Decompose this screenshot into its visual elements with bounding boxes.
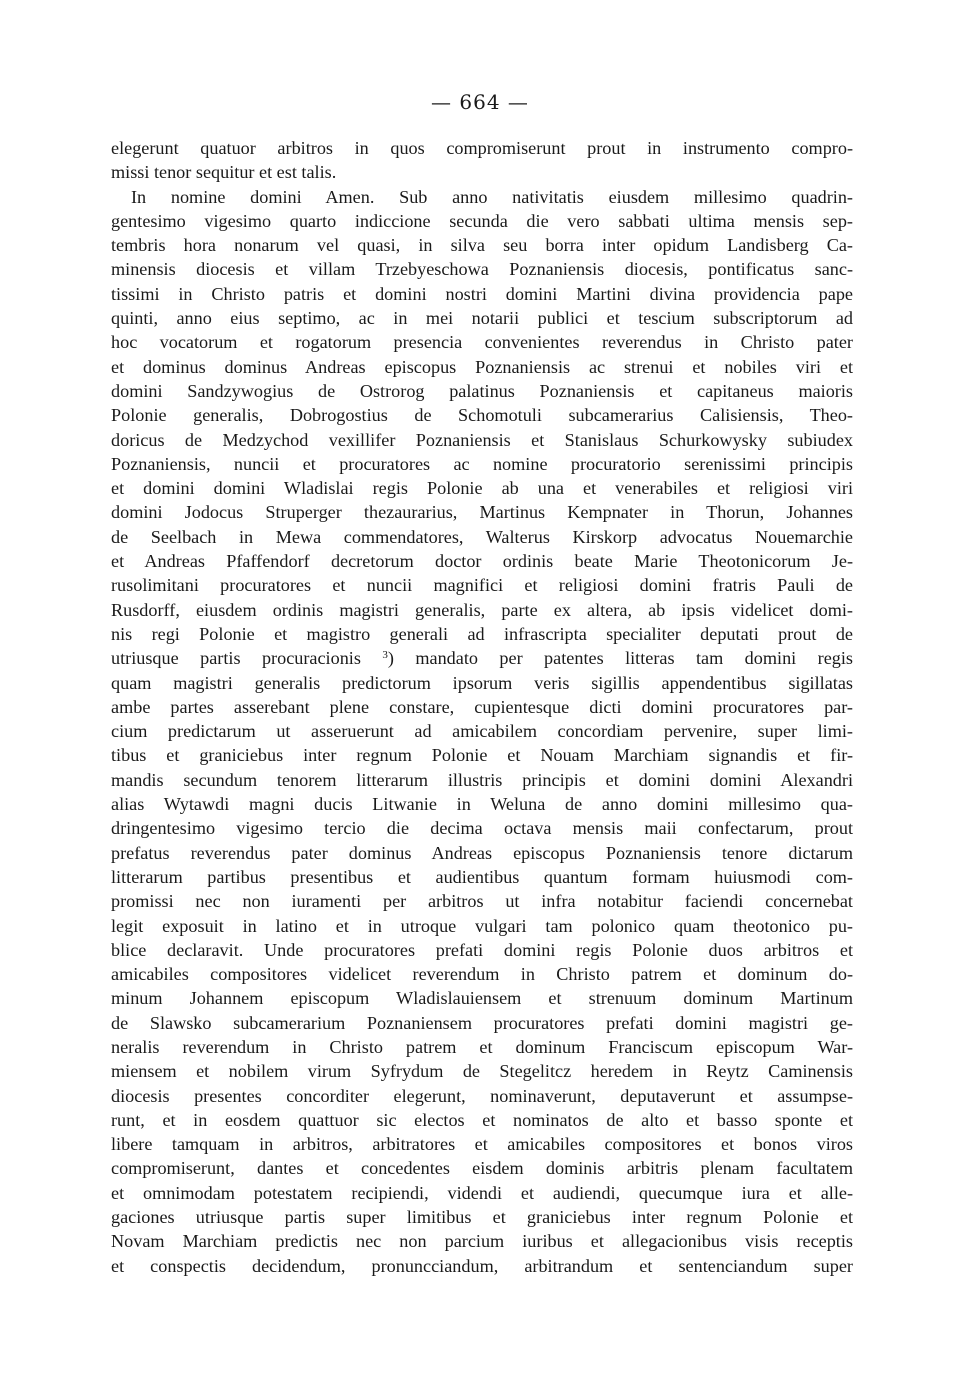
text-line: domini Sandzywogius de Ostrorog palatinus Poznaniensis et capitaneus maioris — [111, 380, 853, 401]
text-line: Novam Marchiam predictis nec non parcium iuribus et allegacionibus visis receptis — [111, 1231, 853, 1252]
text-line: quinti, anno eius septimo, ac in mei notarii publici et tescium subscriptorum ad — [111, 308, 853, 329]
text-line: domini Jodocus Struperger thezaurarius, Martinus Kempnater in Thorun, Johannes — [111, 502, 853, 523]
text-line: neralis reverendum in Christo patrem et dominum Franciscum episcopum War- — [111, 1036, 853, 1057]
text-line: minensis diocesis et villam Trzebyeschowa Poznaniensis diocesis, pontificatus sanc- — [111, 259, 853, 280]
text-line: tissimi in Christo patris et domini nostri domini Martini divina providencia pape — [111, 283, 853, 304]
text-line: amicabiles compositores videlicet reverendum in Christo patrem et dominum do- — [111, 964, 853, 985]
text-line: Poznaniensis, nuncii et procuratores ac nomine procuratorio serenissimi principis — [111, 453, 853, 474]
text-line: alias Wytawdi magni ducis Litwanie in Weluna de anno domini millesimo qua- — [111, 794, 853, 815]
text-line: In nomine domini Amen. Sub anno nativitatis eiusdem millesimo quadrin- — [131, 186, 853, 207]
text-line-with-footnote — [111, 646, 853, 670]
text-line: et conspectis decidendum, pronuncciandum, arbitrandum et sentenciandum super — [111, 1255, 853, 1276]
text-line: minum Johannem episcopum Wladislauiensem et strenuum dominum Martinum — [111, 988, 853, 1009]
text-line: compromiserunt, dantes et concedentes eisdem dominis arbitris plenam facultatem — [111, 1158, 853, 1179]
text-line: runt, et in eosdem quattuor sic electos et nominatos de alto et basso sponte et — [111, 1109, 853, 1130]
text-line: nis regi Polonie et magistro generali ad infrascripta specialiter deputati prout de — [111, 623, 853, 644]
body-text — [111, 136, 853, 1278]
text-line: miensem et nobilem virum Syfrydum de Stegelitcz heredem in Reytz Caminensis — [111, 1061, 853, 1082]
text-line: libere tamquam in arbitros, arbitratores et amicabiles compositores et bonos viros — [111, 1134, 853, 1155]
text-line: et dominus dominus Andreas episcopus Poznaniensis ac strenui et nobiles viri et — [111, 356, 853, 377]
text-line: elegerunt quatuor arbitros in quos compromiserunt prout in instrumento compro- — [111, 138, 853, 158]
text-segment: utriusque partis procuracionis — [111, 648, 361, 669]
text-line: tembris hora nonarum vel quasi, in silva seu borra inter opidum Landisberg Ca- — [111, 235, 853, 256]
text-line: quam magistri generalis predictorum ipsorum veris sigillis appendentibus sigillatas — [111, 672, 853, 693]
page-number: — 664 — — [431, 90, 529, 114]
text-line: tibus et graniciebus inter regnum Polonie et Nouam Marchiam signandis et fir- — [111, 745, 853, 766]
footnote-reference: 3 — [382, 649, 388, 662]
text-line: gentesimo vigesimo quarto indiccione secunda die vero sabbati ultima mensis sep- — [111, 210, 853, 231]
text-line: hoc vocatorum et rogatorum presencia convenientes reverendus in Christo pater — [111, 332, 853, 353]
text-line: ambe partes asserebant plene constare, cupientesque dicti domini procuratores par- — [111, 696, 853, 717]
text-line: legit exposuit in latino et in utroque vulgari tam polonico quam theotonico pu- — [111, 915, 853, 936]
text-line: litterarum partibus presentibus et audientibus quantum formam huiusmodi com- — [111, 866, 853, 887]
text-line: dringentesimo vigesimo tercio die decima octava mensis maii confectarum, prout — [111, 818, 853, 839]
text-line: missi tenor sequitur et est talis. — [111, 162, 337, 183]
text-line: Rusdorff, eiusdem ordinis magistri generalis, parte ex altera, ab ipsis videlicet domi- — [111, 599, 853, 620]
text-segment: ) mandato per patentes litteras tam domini regis — [387, 648, 853, 669]
text-line: blice declaravit. Unde procuratores prefati domini regis Polonie duos arbitros et — [111, 939, 853, 960]
text-line: et omnimodam potestatem recipiendi, videndi et audiendi, quecumque iura et alle- — [111, 1182, 853, 1203]
text-line: Polonie generalis, Dobrogostius de Schomotuli subcamerarius Calisiensis, Theo- — [111, 405, 853, 426]
text-line: prefatus reverendus pater dominus Andreas episcopus Poznaniensis tenore dictarum — [111, 842, 853, 863]
text-line: de Slawsko subcamerarium Poznaniensem procuratores prefati domini magistri ge- — [111, 1012, 853, 1033]
text-line: doricus de Medzychod vexillifer Poznaniensis et Stanislaus Schurkowysky subiudex — [111, 429, 853, 450]
text-line: rusolimitani procuratores et nuncii magnifici et religiosi domini fratris Pauli de — [111, 575, 853, 596]
text-line: mandis secundum tenorem litterarum illustris principis et domini domini Alexandri — [111, 769, 853, 790]
text-line: et Andreas Pfaffendorf decretorum doctor ordinis beate Marie Theotonicorum Je- — [111, 551, 853, 572]
text-line: de Seelbach in Mewa commendatores, Walterus Kirskorp advocatus Nouemarchie — [111, 526, 853, 547]
text-line: cium predictarum ut asseruerunt ad amicabilem concordiam pervenire, super limi- — [111, 721, 853, 742]
text-line: et domini domini Wladislai regis Polonie ab una et venerabiles et religiosi viri — [111, 478, 853, 499]
text-line: diocesis presentes concorditer elegerunt, nominaverunt, deputaverunt et assumpse- — [111, 1085, 853, 1106]
text-line: gaciones utriusque partis super limitibus et graniciebus inter regnum Polonie et — [111, 1207, 853, 1228]
text-line: promissi nec non iuramenti per arbitros ut infra notabitur faciendi concernebat — [111, 891, 853, 912]
